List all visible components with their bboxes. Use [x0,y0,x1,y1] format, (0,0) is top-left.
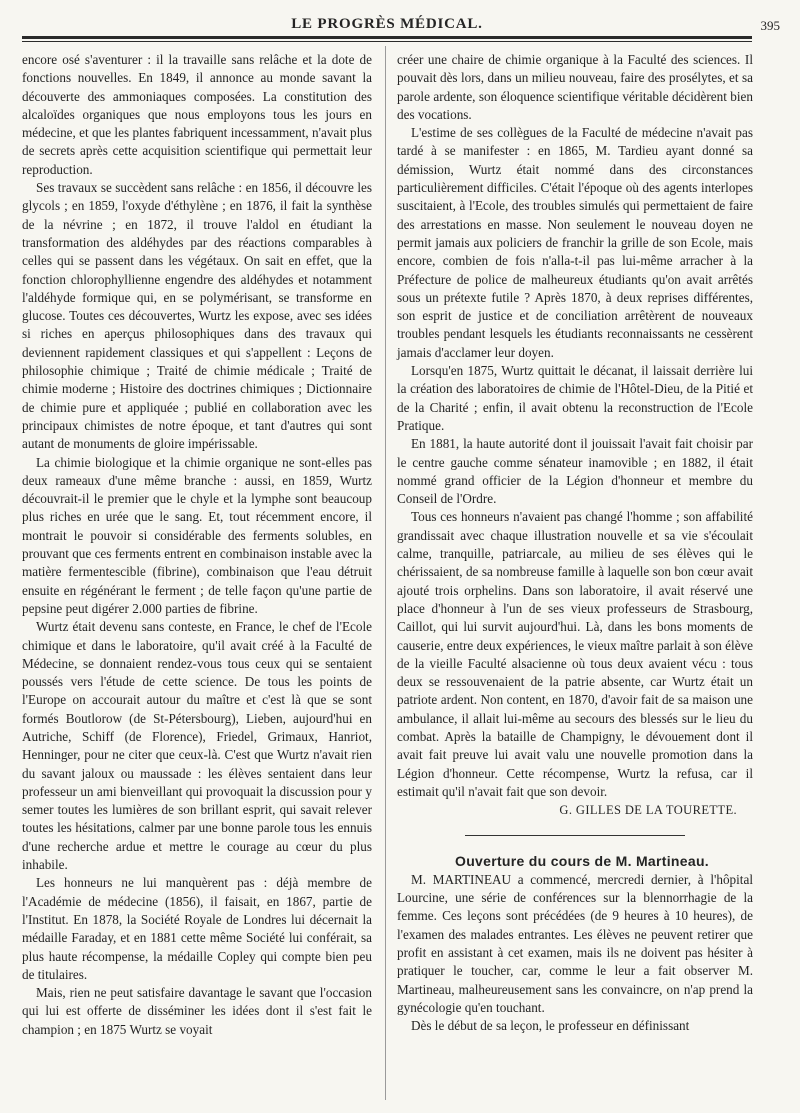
paragraph: En 1881, la haute autorité dont il jouissait l'avait fait choisir par le centre gauche comme sénateur inamovible ; en 1882, il était nommé grand officier de la Légion d'honneur et membre du Conseil de l'Ordre. [397,436,753,507]
paragraph: La chimie biologique et la chimie organique ne sont-elles pas deux rameaux d'une même branche : aussi, en 1859, Wurtz découvrait-il le premier que le chyle et la lymphe sont beaucoup plus riches en urée que le sang. Et, tout récemment encore, il montrait le pouvoir si considérable des ferments solubles, en prouvant que ces ferments entrent en combinaison instable avec la matière fermentescible (fibrine), combinaison que l'eau détruit ensuite en régénérant le ferment ; de telle façon qu'une partie de pepsine peut digérer 2.000 parties de fibrine. [22,454,372,616]
section-separator [465,835,685,836]
column-divider [385,46,386,1100]
paragraph: Les honneurs ne lui manquèrent pas : déjà membre de l'Académie de médecine (1856), il faisait, en 1867, partie de l'Institut. En 1878, la Société Royale de Londres lui décernait la médaille Faraday, et en 1881 cette même Société lui conférait, sa plus haute récompense, la médaille Copley qui compte bien peu de titulaires. [22,875,372,982]
journal-title: LE PROGRÈS MÉDICAL. [291,16,483,32]
paragraph: M. MARTINEAU a commencé, mercredi dernier, à l'hôpital Lourcine, une série de conférences sur la blennorrhagie de la femme. Ces leçons sont précédées (de 9 heures à 10 heures), de l'examen des malades entrantes. Les élèves ne peuvent retirer que profit en assistant à cet examen, mais ils ne doivent pas hésiter à pratiquer le toucher, car, comme le leur a fait observer M. Martineau, malheureusement sans les convaincre, on n'ap prend la gynécologie qu'en touchant. [397,871,753,1015]
page-number: 395 [760,18,780,33]
paragraph: Wurtz était devenu sans conteste, en France, le chef de l'Ecole chimique et dans le laboratoire, qu'il avait créé à la Faculté de Médecine, se donnaient rendez-vous tous ceux qui se sentaient poussés vers l'étude de cette science. De tous les points de l'Europe on accourait autour du maître et c'est là que se sont formés Boutlorow (de St-Pétersbourg), Lieben, aujourd'hui en Autriche, Schiff (de Florence), Friedel, Grimaux, Hanriot, Henninger, pour ne citer que ceux-là. C'est que Wurtz n'avait rien du savant jaloux ou maussade : les élèves sentaient dans leur professeur un ami bienveillant qui provoquait la discussion pour y semer toutes les lumières de son brillant esprit, qui savait relever toutes les hésitations, calmer par une bonne parole tous les ennuis d'une recherche ardue et mettre le courage au cœur du plus inhabile. [22,619,372,873]
author-signature: G. GILLES DE LA TOURETTE. [559,803,737,818]
paragraph: Tous ces honneurs n'avaient pas changé l'homme ; son affabilité grandissait avec chaque illustration nouvelle et sa vie s'écoulait calme, tranquille, patriarcale, au milieu de ses élèves qui le chérissaient, de sa nombreuse famille à laquelle son bon cœur avait ajouté trois orphelins. Dans son laboratoire, il avait réservé une place d'honneur à l'un de ses vieux professeurs de Strasbourg, Caillot, qui lui survit aujourd'hui. Là, dans les bons moments de causerie, entre deux expériences, le vieux maître parlait à son élève de la vieille Faculté alsacienne où tous deux avaient vécu : tous deux se ressouvenaient de la patrie absente, car Wurtz était un patriote ardent. Non content, en 1870, d'avoir fait de sa maison une ambulance, il allait lui-même au secours des blessés sur le lieu du combat. Après la bataille de Champigny, le dévouement dont il avait fait preuve lui avait valu une nouvelle promotion dans la Légion d'honneur. Cette récompense, Wurtz la refusa, car il estimait qu'il n'avait fait que son devoir. [397,509,753,799]
header-rule-thin [22,41,752,42]
paragraph: Dès le début de sa leçon, le professeur en définissant [411,1018,690,1034]
paragraph: Lorsqu'en 1875, Wurtz quittait le décanat, il laissait derrière lui la création des laboratoires de chimie de l'Hôtel-Dieu, de la Pitié et de la Charité ; enfin, il avait obtenu la reconstruction de l'Ecole Pratique. [397,363,753,433]
header-rule-thick [22,36,752,39]
right-column [397,51,753,1035]
paragraph: Ses travaux se succèdent sans relâche : en 1856, il découvre les glycols ; en 1859, l'oxyde d'éthylène ; en 1876, il fait la synthèse de la névrine ; en 1872, il trouve l'aldol en étudiant la transformation des aldéhydes par des réactions comparables à celles qui se passent dans les végétaux. On sait en effet, que la fonction chlorophyllienne engendre des aldéhydes et notamment l'aldéhyde formique qui, en se polymérisant, se transforme en glucose. Toutes ces découvertes, Wurtz les expose, avec ses idées si riches en aperçus philosophiques dans des travaux qui deviennent rapidement classiques et qui s'appellent : Leçons de philosophie chimique ; Traité de chimie médicale ; Traité de chimie moderne ; Histoire des doctrines chimiques ; Dictionnaire de chimie pure et appliquée ; publié en collaboration avec les principaux chimistes de notre époque, et tant d'autres qui sont autant de monuments de gloire impérissable. [22,180,372,452]
left-column [22,51,372,1039]
section-title: Ouverture du cours de M. Martineau. [455,853,709,870]
paragraph: créer une chaire de chimie organique à la Faculté des sciences. Il pouvait dès lors, dans un milieu nouveau, faire des prosélytes, et sa parole ardente, son éloquence scientifique véritable décidèrent bien des vocations. [397,52,753,122]
page-header [22,14,780,38]
paragraph: encore osé s'aventurer : il la travaille sans relâche et la dote de fonctions nouvelles. En 1849, il annonce au monde savant la découverte des ammoniaques composées. La constitution des alcaloïdes organiques que nous employons tous les jours en médecine, et que les plantes fabriquent incessamment, n'avait plus de secrets après cette acquisition scientifique qui permettait leur reproduction. [22,52,372,177]
paragraph: L'estime de ses collègues de la Faculté de médecine n'avait pas tardé à se manifester : en 1865, M. Tardieu ayant donné sa démission, Wurtz était nommé dans des circonstances particulièrement difficiles. C'était l'époque où des agents interlopes suscitaient, à l'Ecole, des troubles simulés qui permettaient de faire des arrestations en masse. Non seulement le nouveau doyen ne permit jamais aux policiers de franchir la grille de son Ecole, mais encore, combien de fois n'alla-t-il pas lui-même arracher à la Préfecture de police de malheureux étudiants qu'on avait arrêtés sous un prétexte futile ? Après 1870, à deux reprises différentes, son esprit de justice et de conciliation arrêtèrent de nouveaux troubles pendant lesquels les étudiants reconnaissants ne cessèrent jamais d'acclamer leur doyen. [397,125,753,360]
paragraph: Mais, rien ne peut satisfaire davantage le savant que l'occasion qui lui est offerte de disséminer les idées dont il s'est fait le champion ; en 1875 Wurtz se voyait [22,985,372,1037]
